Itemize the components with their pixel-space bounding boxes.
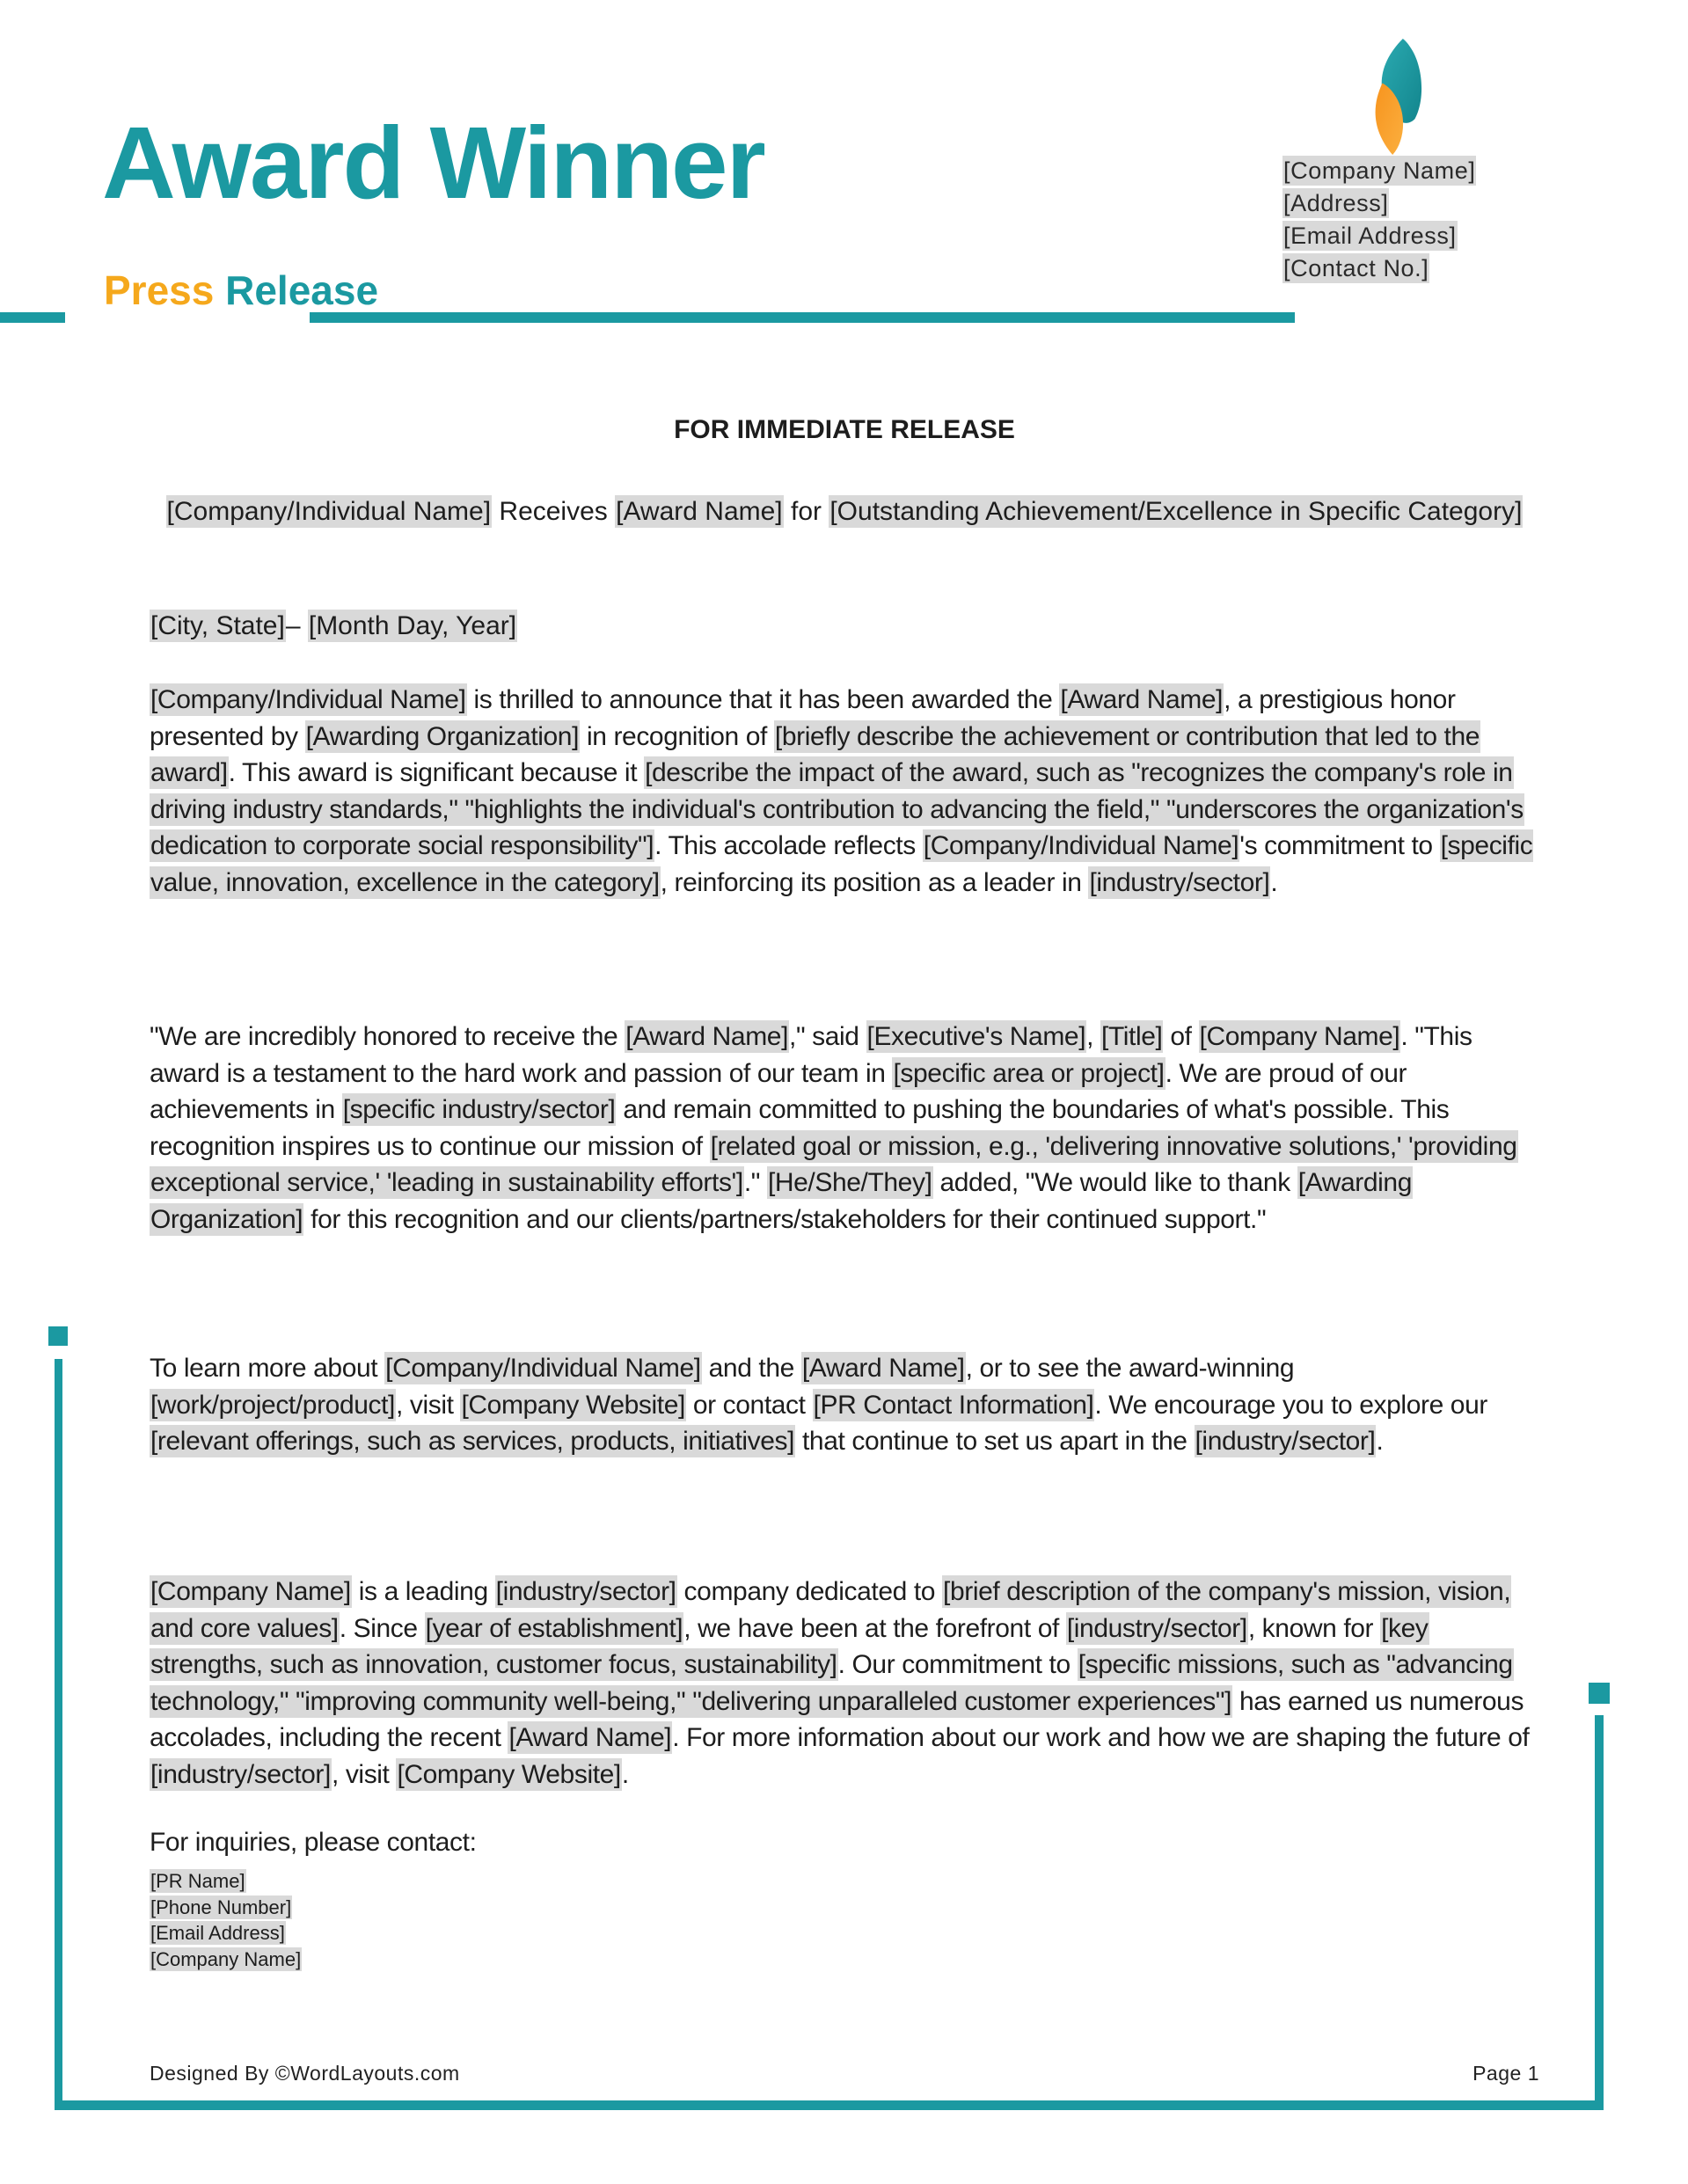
page-number: Page 1 <box>1472 2062 1539 2085</box>
text-segment: , visit <box>396 1390 461 1420</box>
placeholder-field: [He/She/They] <box>767 1168 932 1197</box>
text-segment: , <box>1086 1022 1101 1051</box>
contact-block <box>150 1868 302 1972</box>
headline <box>150 491 1539 532</box>
text-segment: . <box>1376 1427 1384 1456</box>
text-segment: company dedicated to <box>676 1577 943 1606</box>
placeholder-field: [industry/sector] <box>1089 867 1270 897</box>
placeholder-field: [Awarding Organization] <box>150 1168 1412 1234</box>
footer <box>150 2062 1539 2085</box>
paragraph-announcement <box>150 682 1546 901</box>
placeholder-field: [industry/sector] <box>150 1759 331 1789</box>
company-name-line: [Company Name] <box>1283 157 1476 184</box>
placeholder-field: [Company Website] <box>461 1390 685 1420</box>
text-segment: that continue to set us apart in the <box>795 1427 1195 1456</box>
placeholder-field: [City, State] <box>150 611 285 640</box>
text-segment: . For more information about our work and how we are shaping the future of <box>672 1723 1530 1752</box>
paragraph-quote <box>150 1019 1546 1238</box>
placeholder-field: [Award Name] <box>616 497 783 526</box>
text-segment: . We encourage you to explore our <box>1094 1390 1487 1420</box>
text-segment: , or to see the award-winning <box>965 1354 1295 1383</box>
placeholder-field: [Award Name] <box>1060 685 1224 714</box>
placeholder-field: [Company/Individual Name] <box>385 1354 701 1383</box>
placeholder-field: [related goal or mission, e.g., 'delivering innovative solutions,' 'providing exceptional service,' 'leading in sustainability efforts'] <box>150 1131 1517 1197</box>
email-address-line: [Email Address] <box>150 1922 285 1944</box>
placeholder-field: [specific industry/sector] <box>342 1095 616 1124</box>
placeholder-field: [Company/Individual Name] <box>166 497 492 526</box>
dateline <box>150 611 517 641</box>
text-segment: ," said <box>789 1022 866 1051</box>
text-segment: . We are proud of our achievements in <box>150 1058 1407 1124</box>
text-segment: . Since <box>339 1613 425 1643</box>
subtitle-press: Press <box>104 267 215 313</box>
text-segment: . "This award is a testament to the hard work and passion of our team in <box>150 1022 1472 1088</box>
text-segment: has earned us numerous accolades, including the recent <box>150 1686 1524 1752</box>
placeholder-field: [Company/Individual Name] <box>923 831 1239 860</box>
bottom-border-bar <box>55 2100 1604 2110</box>
placeholder-field: [Executive's Name] <box>866 1022 1086 1051</box>
placeholder-field: [Month Day, Year] <box>308 611 517 640</box>
text-segment: for <box>783 497 829 526</box>
placeholder-field: [Company Name] <box>1199 1022 1400 1051</box>
paragraph-boilerplate <box>150 1574 1546 1793</box>
placeholder-field: [specific missions, such as "advancing technology," "improving community well-being," "delivering unparalleled customer experiences"] <box>150 1650 1513 1716</box>
right-accent-square <box>1589 1683 1610 1704</box>
left-accent-square <box>48 1326 68 1346</box>
company-info-block <box>1282 155 1476 285</box>
text-segment: added, "We would like to thank <box>932 1168 1297 1197</box>
right-border-bar <box>1595 1715 1604 2110</box>
placeholder-field: [relevant offerings, such as services, products, initiatives] <box>150 1427 795 1456</box>
text-segment: – <box>285 611 308 640</box>
placeholder-field: [Company/Individual Name] <box>150 685 466 714</box>
text-segment: , visit <box>331 1759 397 1789</box>
text-segment: is thrilled to announce that it has been awarded the <box>466 685 1060 714</box>
text-segment: . This accolade reflects <box>654 831 923 860</box>
placeholder-field: [Company Website] <box>397 1759 621 1789</box>
left-border-bar <box>55 1359 62 2109</box>
text-segment: . This award is significant because it <box>228 758 645 787</box>
contact-line: [Contact No.] <box>1283 255 1429 281</box>
paragraph-learn-more <box>150 1350 1546 1460</box>
header-rule-left <box>0 312 65 323</box>
placeholder-field: [Award Name] <box>508 1723 672 1752</box>
text-segment: ." <box>743 1168 767 1197</box>
text-segment: for this recognition and our clients/partners/stakeholders for their continued support." <box>303 1204 1267 1234</box>
placeholder-field: [Title] <box>1101 1022 1163 1051</box>
text-segment: and the <box>701 1354 801 1383</box>
page-title: Award Winner <box>102 106 764 220</box>
text-segment: . <box>621 1759 629 1789</box>
placeholder-field: [specific area or project] <box>893 1058 1165 1088</box>
phone-number-line: [Phone Number] <box>150 1895 292 1918</box>
footer-credit: Designed By ©WordLayouts.com <box>150 2062 460 2085</box>
email-line: [Email Address] <box>1283 223 1457 249</box>
text-segment: or contact <box>685 1390 813 1420</box>
contact-intro: For inquiries, please contact: <box>150 1828 477 1857</box>
text-segment: , reinforcing its position as a leader in <box>660 867 1089 897</box>
subtitle <box>104 267 378 314</box>
text-segment: and remain committed to pushing the boundaries of what's possible. This recognition inspires us to continue our mission of <box>150 1095 1450 1161</box>
placeholder-field: [Awarding Organization] <box>305 721 580 751</box>
placeholder-field: [Award Name] <box>801 1354 965 1383</box>
placeholder-field: [briefly describe the achievement or contribution that led to the award] <box>150 721 1480 787</box>
placeholder-field: [year of establishment] <box>425 1613 683 1643</box>
header-rule-right <box>310 312 1295 323</box>
placeholder-field: [PR Contact Information] <box>813 1390 1094 1420</box>
text-segment: , a prestigious honor presented by <box>150 685 1456 751</box>
text-segment: To learn more about <box>150 1354 385 1383</box>
placeholder-field: [work/project/product] <box>150 1390 395 1420</box>
flame-logo-icon <box>1363 37 1432 157</box>
placeholder-field: [Company Name] <box>150 1577 351 1606</box>
placeholder-field: [industry/sector] <box>1195 1427 1376 1456</box>
text-segment: of <box>1163 1022 1199 1051</box>
placeholder-field: [specific value, innovation, excellence in the category] <box>150 831 1533 897</box>
placeholder-field: [Award Name] <box>625 1022 789 1051</box>
text-segment: , known for <box>1247 1613 1381 1643</box>
placeholder-field: [industry/sector] <box>495 1577 676 1606</box>
text-segment: , we have been at the forefront of <box>683 1613 1066 1643</box>
text-segment: is a leading <box>351 1577 495 1606</box>
text-segment: . Our commitment to <box>837 1650 1078 1679</box>
placeholder-field: [Outstanding Achievement/Excellence in Specific Category] <box>829 497 1523 526</box>
text-segment: Receives <box>492 497 616 526</box>
for-immediate-release-label: FOR IMMEDIATE RELEASE <box>674 415 1015 444</box>
company-name-footer-line: [Company Name] <box>150 1947 302 1970</box>
placeholder-field: [brief description of the company's mission, vision, and core values] <box>150 1577 1511 1643</box>
subtitle-release: Release <box>214 267 379 313</box>
text-segment: . <box>1270 867 1278 897</box>
placeholder-field: [describe the impact of the award, such as "recognizes the company's role in driving industry standards," "highlights the individual's contribution to advancing the field," "underscores the organization's dedication to corporate social responsibility"] <box>150 758 1524 860</box>
pr-name-line: [PR Name] <box>150 1870 245 1892</box>
text-segment: 's commitment to <box>1239 831 1440 860</box>
text-segment: "We are incredibly honored to receive the <box>150 1022 625 1051</box>
address-line: [Address] <box>1283 190 1389 216</box>
text-segment: in recognition of <box>580 721 774 751</box>
placeholder-field: [industry/sector] <box>1066 1613 1247 1643</box>
placeholder-field: [key strengths, such as innovation, customer focus, sustainability] <box>150 1613 1429 1679</box>
